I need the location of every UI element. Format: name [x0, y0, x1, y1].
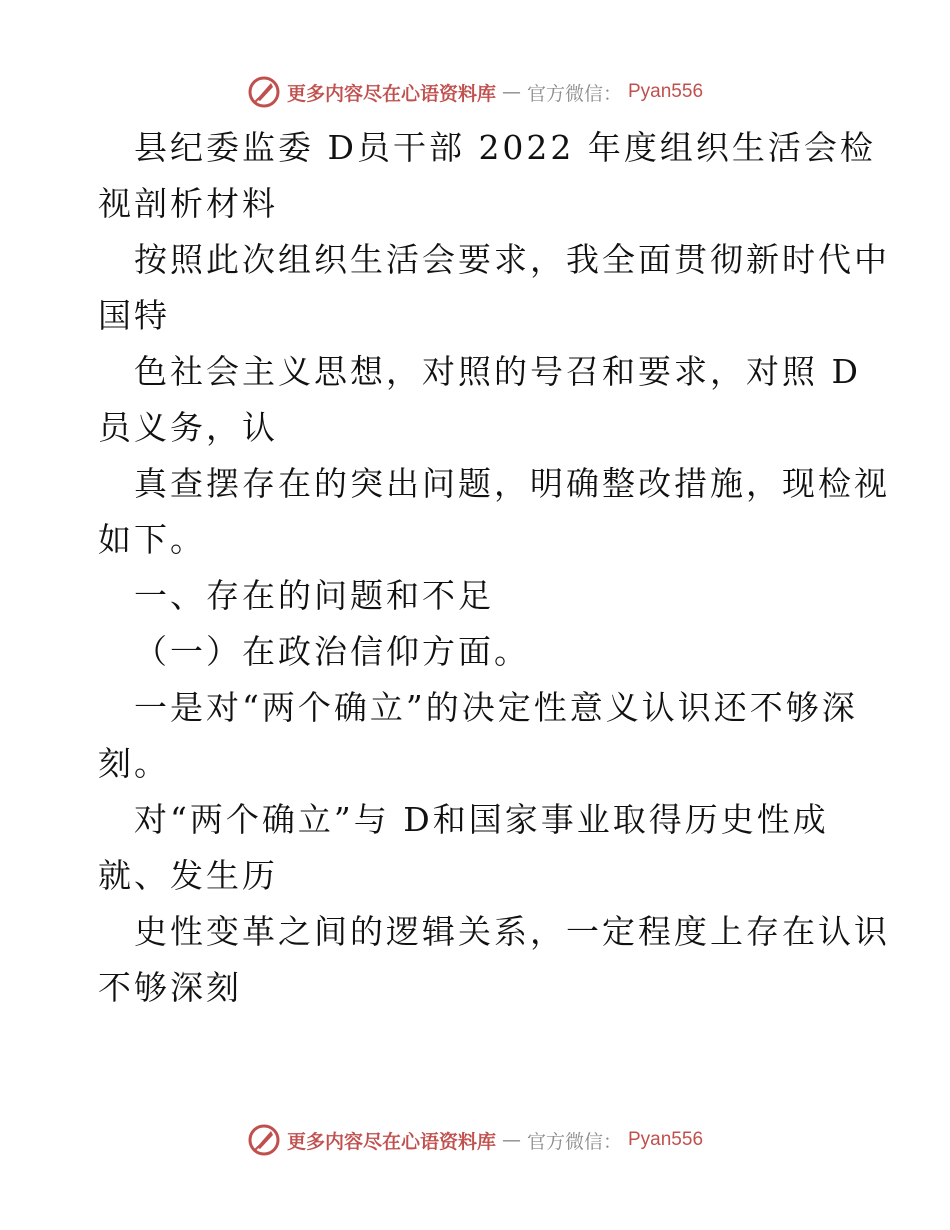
text-line: （一）在政治信仰方面。: [134, 632, 530, 671]
watermark-wechat-label: 官方微信：: [526, 1130, 622, 1153]
text-line: 不够深刻: [98, 968, 242, 1007]
watermark-separator: —: [501, 81, 521, 103]
text-line: 真查摆存在的突出问题，明确整改措施，现检视: [134, 464, 890, 503]
text-line: 按照此次组织生活会要求，我全面贯彻新时代中: [134, 240, 890, 279]
text-line: 对“两个确立”与 D和国家事业取得历史性成: [134, 800, 829, 839]
quill-logo-icon: [247, 75, 281, 109]
text-line: 一、存在的问题和不足: [134, 576, 494, 615]
text-line: 刻。: [98, 744, 170, 783]
watermark-wechat-id: Pyan556: [628, 1129, 704, 1150]
text-line: 县纪委监委 D员干部 2022 年度组织生活会检: [134, 128, 876, 167]
quill-logo-icon: [247, 1123, 281, 1157]
watermark-wechat-label: 官方微信：: [526, 82, 622, 105]
text-line: 就、发生历: [98, 856, 278, 895]
text-line: 视剖析材料: [98, 184, 278, 223]
watermark-brand: 更多内容尽在心语资料库: [286, 82, 496, 105]
watermark-separator: —: [501, 1129, 521, 1151]
watermark-brand: 更多内容尽在心语资料库: [286, 1130, 496, 1153]
watermark-footer: [0, 1118, 950, 1162]
text-line: 国特: [98, 296, 170, 335]
document-body: [98, 120, 890, 1016]
text-line: 色社会主义思想，对照的号召和要求，对照 D: [134, 352, 861, 391]
watermark-header: [0, 70, 950, 114]
text-line: 史性变革之间的逻辑关系，一定程度上存在认识: [134, 912, 890, 951]
text-line: 一是对“两个确立”的决定性意义认识还不够深: [134, 688, 858, 727]
text-line: 员义务，认: [98, 408, 278, 447]
watermark-wechat-id: Pyan556: [628, 81, 704, 102]
text-line: 如下。: [98, 520, 206, 559]
